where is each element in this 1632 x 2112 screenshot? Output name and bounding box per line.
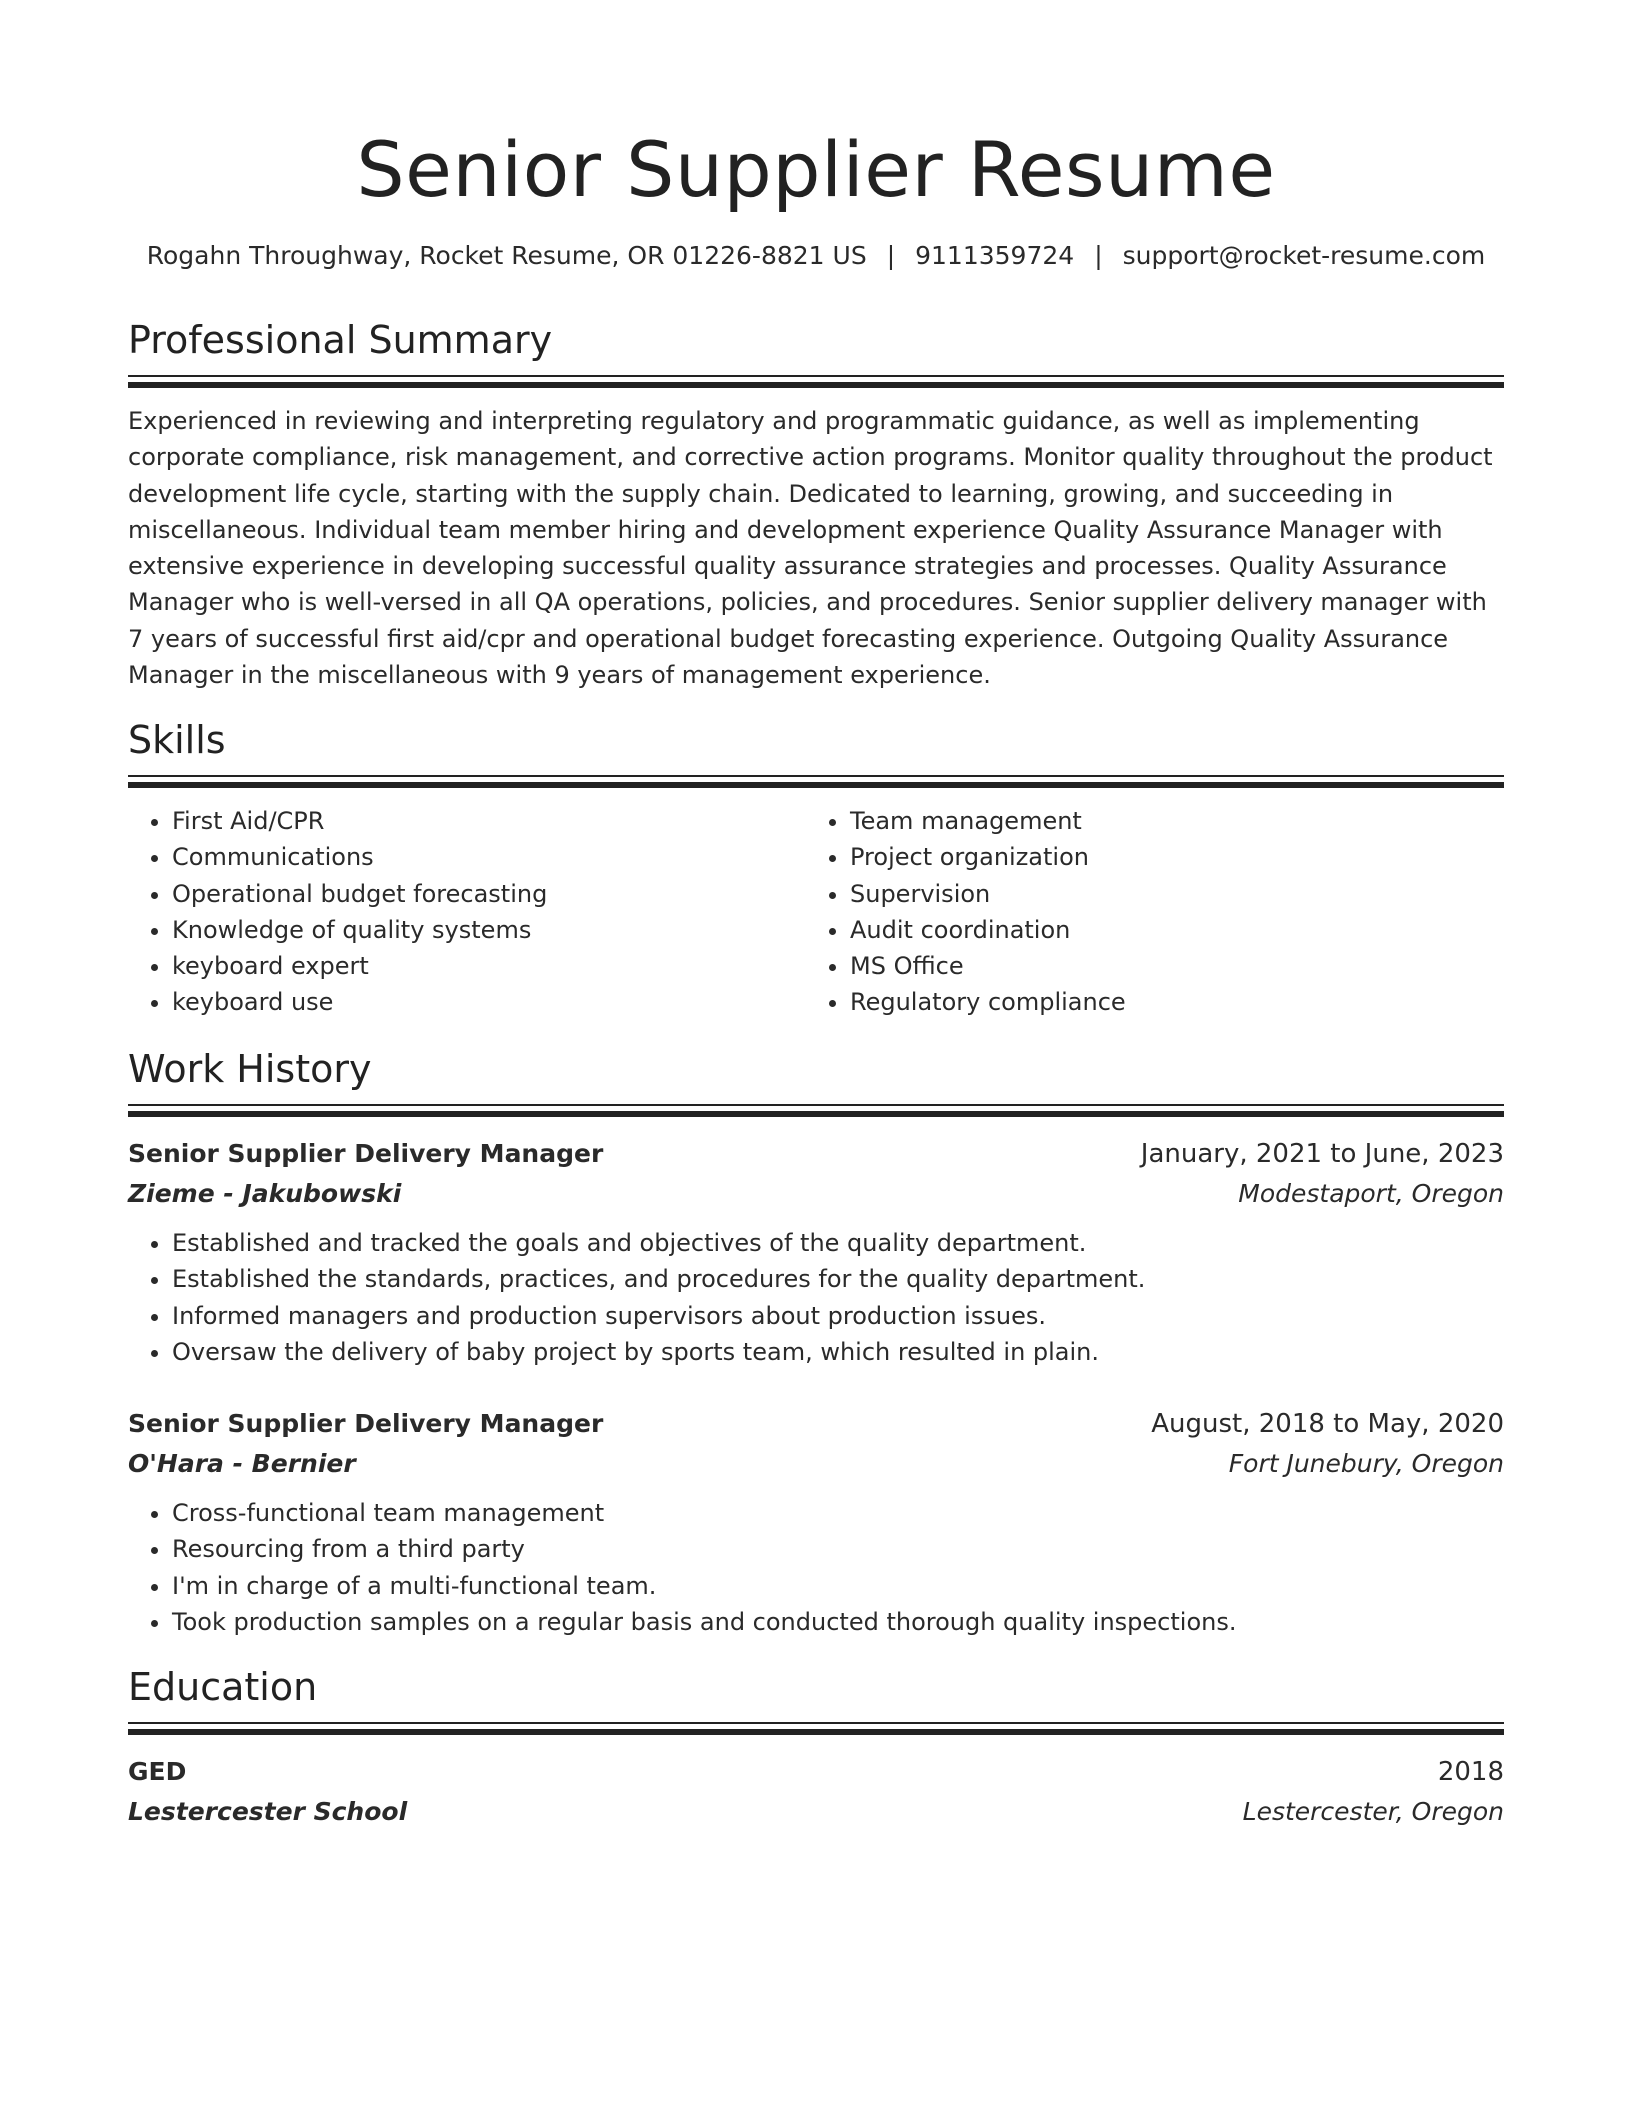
section-divider bbox=[128, 1104, 1504, 1118]
job-dates: January, 2021 to June, 2023 bbox=[1140, 1139, 1504, 1169]
section-divider bbox=[128, 375, 1504, 389]
job-entry bbox=[128, 1134, 1504, 1370]
skills-column-right bbox=[806, 803, 1484, 1021]
summary-heading: Professional Summary bbox=[128, 318, 553, 362]
contact-email: support@rocket-resume.com bbox=[1122, 241, 1486, 270]
job-bullets bbox=[128, 1225, 1504, 1370]
skills-list bbox=[128, 803, 1504, 1021]
skill-item: • Operational budget forecasting bbox=[172, 876, 806, 912]
skill-item: • Knowledge of quality systems bbox=[172, 912, 806, 948]
job-company: Zieme - Jakubowski bbox=[128, 1179, 402, 1208]
summary-text: Experienced in reviewing and interpreting regulatory and programmatic guidance, as well as implementing corporate compliance, risk management, and corrective action programs. Monitor quality throughout the product development life cycle, starting with the supply chain. Dedicated to learning, growing, and succeeding in miscellaneous. Individual team member hiring and development experience Quality Assurance Manager with extensive experience in developing successful quality assurance strategies and processes. Quality Assurance Manager who is well-versed in all QA operations, policies, and procedures. Senior supplier delivery manager with 7 years of successful first aid/cpr and operational budget forecasting experience. Outgoing Quality Assurance Manager in the miscellaneous with 9 years of management experience. bbox=[128, 407, 1493, 690]
education-school: Lestercester School bbox=[128, 1797, 408, 1826]
skill-item: • MS Office bbox=[850, 948, 1484, 984]
job-bullet: • I'm in charge of a multi-functional team. bbox=[172, 1568, 1504, 1604]
skill-item: • Audit coordination bbox=[850, 912, 1484, 948]
work-history-section bbox=[128, 1044, 1504, 1640]
section-divider bbox=[128, 1722, 1504, 1736]
skills-section bbox=[128, 715, 1504, 1021]
skill-item: • Communications bbox=[172, 839, 806, 875]
job-bullet: • Took production samples on a regular basis and conducted thorough quality inspections. bbox=[172, 1604, 1504, 1640]
job-bullet: • Established and tracked the goals and objectives of the quality department. bbox=[172, 1225, 1504, 1261]
education-year: 2018 bbox=[1437, 1757, 1504, 1787]
contact-separator: | bbox=[886, 241, 896, 270]
job-location: Fort Junebury, Oregon bbox=[1228, 1449, 1504, 1479]
job-company: O'Hara - Bernier bbox=[128, 1449, 356, 1479]
skill-item: • Regulatory compliance bbox=[850, 984, 1484, 1020]
contact-line bbox=[128, 236, 1504, 276]
job-dates: August, 2018 to May, 2020 bbox=[1151, 1409, 1504, 1440]
job-bullet: • Oversaw the delivery of baby project by sports team, which resulted in plain. bbox=[172, 1334, 1504, 1370]
job-title: Senior Supplier Delivery Manager bbox=[128, 1409, 604, 1439]
job-bullet: • Resourcing from a third party bbox=[172, 1531, 1504, 1567]
education-heading: Education bbox=[128, 1665, 318, 1709]
job-bullets bbox=[128, 1495, 1504, 1640]
education-entry bbox=[128, 1752, 1504, 1831]
skill-item: • keyboard expert bbox=[172, 948, 806, 984]
education-section bbox=[128, 1662, 1504, 1831]
contact-address: Rogahn Throughway, Rocket Resume, OR 01226-8821 US bbox=[146, 241, 867, 270]
skill-item: • Supervision bbox=[850, 876, 1484, 912]
job-bullet: • Established the standards, practices, and procedures for the quality department. bbox=[172, 1261, 1504, 1297]
skills-column-left bbox=[128, 803, 806, 1021]
resume-title: Senior Supplier Resume bbox=[356, 125, 1276, 214]
summary-section bbox=[128, 315, 1504, 693]
section-divider bbox=[128, 775, 1504, 789]
job-bullet: • Informed managers and production supervisors about production issues. bbox=[172, 1298, 1504, 1334]
skills-heading: Skills bbox=[128, 718, 226, 762]
contact-phone: 9111359724 bbox=[915, 241, 1075, 270]
job-bullet: • Cross-functional team management bbox=[172, 1495, 1504, 1531]
job-location: Modestaport, Oregon bbox=[1238, 1179, 1504, 1208]
skill-item: • Project organization bbox=[850, 839, 1484, 875]
skill-item: • First Aid/CPR bbox=[172, 803, 806, 839]
education-degree: GED bbox=[128, 1757, 187, 1786]
work-history-heading: Work History bbox=[128, 1047, 372, 1091]
contact-separator: | bbox=[1094, 241, 1103, 270]
skill-item: • Team management bbox=[850, 803, 1484, 839]
skill-item: • keyboard use bbox=[172, 984, 806, 1020]
job-entry bbox=[128, 1404, 1504, 1640]
education-location: Lestercester, Oregon bbox=[1242, 1797, 1504, 1826]
job-title: Senior Supplier Delivery Manager bbox=[128, 1139, 604, 1168]
